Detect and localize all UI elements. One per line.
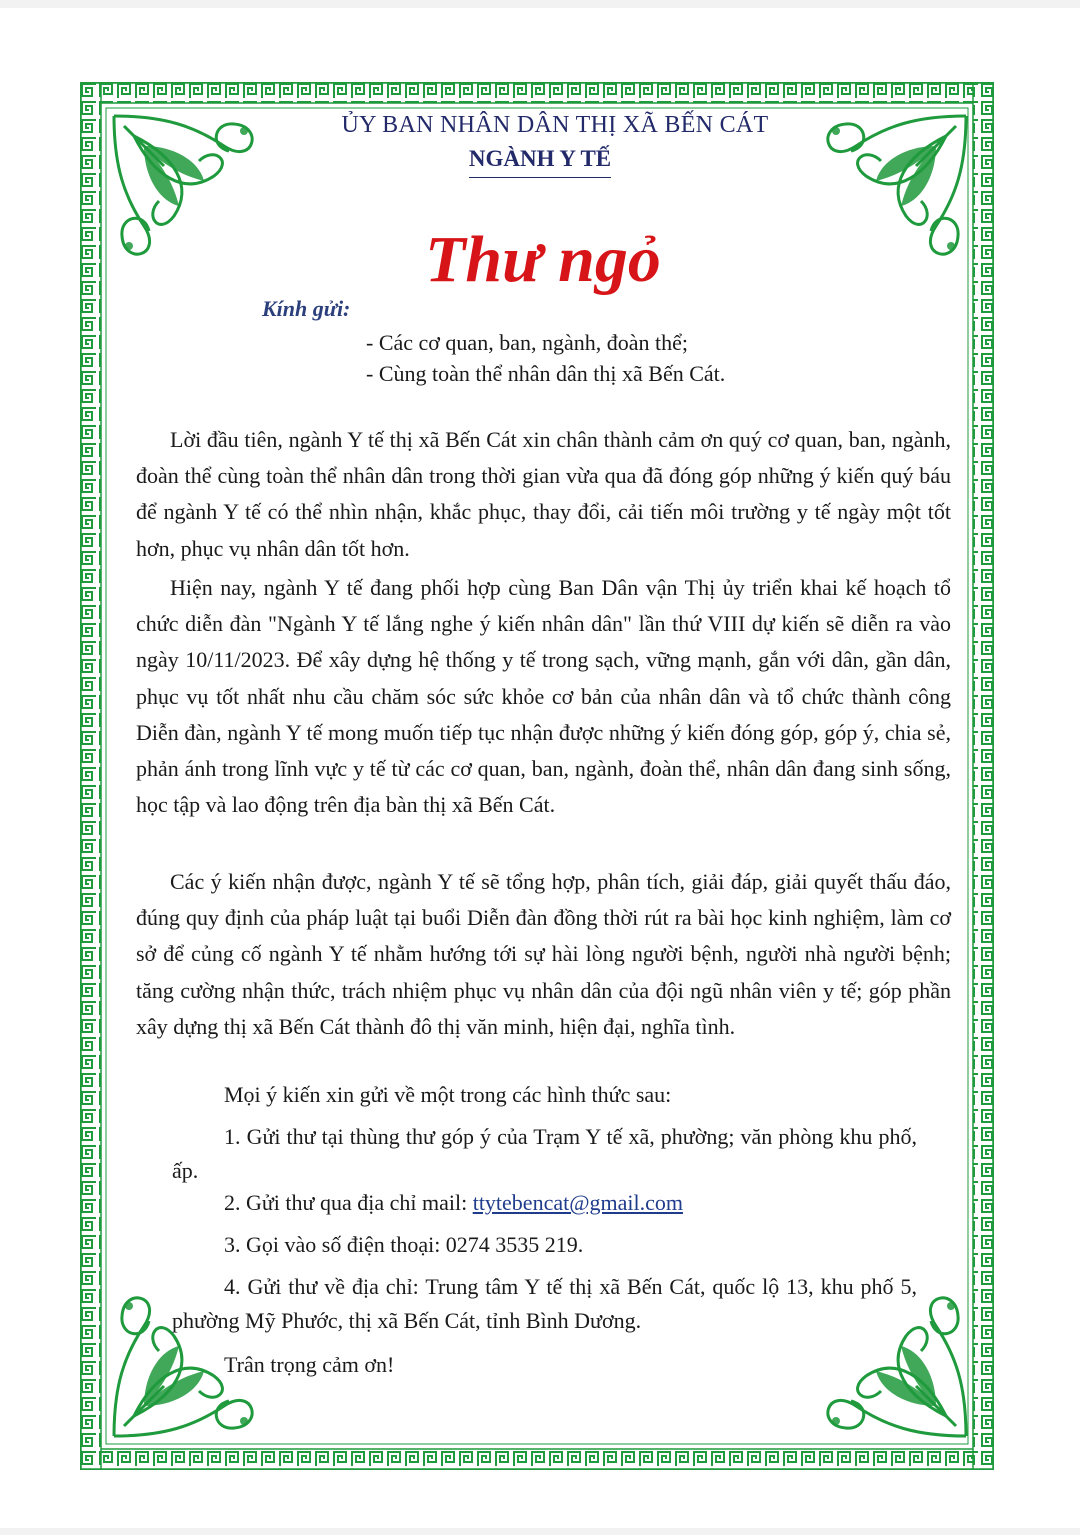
body-paragraph-1 — [136, 422, 951, 567]
body-paragraph-3 — [136, 864, 951, 1045]
recipient-line: - Cùng toàn thể nhân dân thị xã Bến Cát. — [366, 361, 726, 386]
paragraph-text: Các ý kiến nhận được, ngành Y tế sẽ tổng hợp, phân tích, giải đáp, giải quyết thấu đáo, đúng quy định của pháp luật tại buổi Diễn đàn đồng thời rút ra bài học kinh nghiệm, làm cơ sở để củng cố ngành Y tế nhằm hướng tới sự hài lòng người bệnh, người nhà người bệnh; tăng cường nhận thức, trách nhiệm phục vụ nhân dân của đội ngũ nhân viên y tế; góp phần xây dựng thị xã Bến Cát thành đô thị văn minh, hiện đại, nghĩa tình. — [136, 869, 951, 1039]
channels-intro: Mọi ý kiến xin gửi về một trong các hình thức sau: — [224, 1082, 672, 1107]
channel-text: 4. Gửi thư về địa chỉ: Trung tâm Y tế thị xã Bến Cát, quốc lộ 13, khu phố 5, phường Mỹ Phước, thị xã Bến Cát, tỉnh Bình Dương. — [172, 1274, 917, 1333]
channel-text: 2. Gửi thư qua địa chỉ mail: — [224, 1190, 473, 1215]
closing-line: Trân trọng cảm ơn! — [224, 1352, 395, 1377]
channel-item-4 — [172, 1270, 917, 1338]
email-link[interactable]: ttytebencat@gmail.com — [472, 1190, 683, 1215]
body-paragraph-2 — [136, 570, 951, 823]
salutation-label: Kính gửi: — [262, 296, 351, 321]
paragraph-text: Lời đầu tiên, ngành Y tế thị xã Bến Cát xin chân thành cảm ơn quý cơ quan, ban, ngành, đoàn thể cùng toàn thể nhân dân trong thời gian vừa qua đã đóng góp những ý kiến quý báu để ngành Y tế có thể nhìn nhận, khắc phục, thay đổi, cải tiến môi trường y tế ngày một tốt hơn, phục vụ nhân dân tốt hơn. — [136, 427, 951, 561]
dept-name — [0, 142, 1080, 176]
org-name: ỦY BAN NHÂN DÂN THỊ XÃ BẾN CÁT — [341, 112, 769, 138]
channel-item-1 — [172, 1120, 917, 1188]
channel-item-3: 3. Gọi vào số điện thoại: 0274 3535 219. — [224, 1232, 584, 1257]
channel-item-2 — [224, 1186, 683, 1220]
recipient-line: - Các cơ quan, ban, ngành, đoàn thể; — [366, 330, 688, 355]
channel-text: 1. Gửi thư tại thùng thư góp ý của Trạm Y tế xã, phường; văn phòng khu phố, ấp. — [172, 1124, 917, 1183]
paragraph-text: Hiện nay, ngành Y tế đang phối hợp cùng Ban Dân vận Thị ủy triển khai kế hoạch tổ chức diễn đàn "Ngành Y tế lắng nghe ý kiến nhân dân" lần thứ VIII dự kiến sẽ diễn ra vào ngày 10/11/2023. Để xây dựng hệ thống y tế trong sạch, vững mạnh, gắn với dân, gần dân, phục vụ tốt nhất nhu cầu chăm sóc sức khỏe cơ bản của nhân dân và tổ chức thành công Diễn đàn, ngành Y tế mong muốn tiếp tục nhận được những ý kiến đóng góp, góp ý, chia sẻ, phản ánh trong lĩnh vực y tế từ các cơ quan, ban, ngành, đoàn thể, nhân dân đang sinh sống, học tập và lao động trên địa bàn thị xã Bến Cát. — [136, 575, 951, 818]
dept-name-text: NGÀNH Y TẾ — [469, 146, 611, 178]
letter-page — [0, 8, 1080, 1528]
letter-title: Thư ngỏ — [425, 223, 661, 296]
